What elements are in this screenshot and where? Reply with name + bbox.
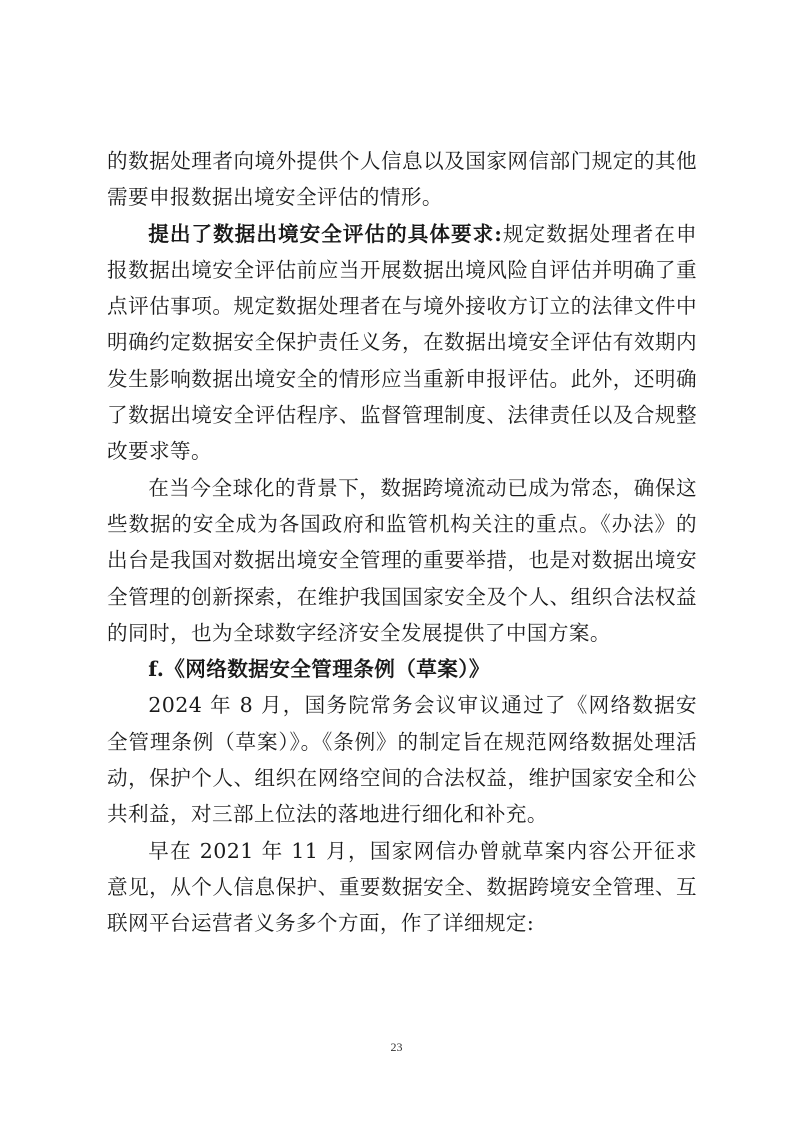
paragraph-lead: 提出了数据出境安全评估的具体要求: [148, 221, 503, 246]
paragraph-globalization [107, 470, 697, 651]
section-heading-text: f.《网络数据安全管理条例（草案）》 [148, 657, 490, 682]
paragraph-regulation [107, 687, 697, 832]
paragraph-text: 的数据处理者向境外提供个人信息以及国家网信部门规定的其他需要申报数据出境安全评估的情形。 [107, 149, 697, 210]
paragraph-text: 2024 年 8 月，国务院常务会议审议通过了《网络数据安全管理条例（草案）》。《条例》的制定旨在规范网络数据处理活动，保护个人、组织在网络空间的合法权益，维护国家安全和公共利益，对三部上位法的落地进行细化和补充。 [107, 693, 697, 827]
section-heading [107, 651, 697, 687]
paragraph-text: 在当今全球化的背景下，数据跨境流动已成为常态，确保这些数据的安全成为各国政府和监管机构关注的重点。《办法》的出台是我国对数据出境安全管理的重要举措，也是对数据出境安全管理的创新探索，在维护我国国家安全及个人、组织合法权益的同时，也为全球数字经济安全发展提供了中国方案。 [107, 475, 697, 645]
paragraph-continuation [107, 143, 697, 216]
paragraph-text: 规定数据处理者在申报数据出境安全评估前应当开展数据出境风险自评估并明确了重点评估事项。规定数据处理者在与境外接收方订立的法律文件中明确约定数据安全保护责任义务，在数据出境安全评估有效期内发生影响数据出境安全的情形应当重新申报评估。此外，还明确了数据出境安全评估程序、监督管理制度、法律责任以及合规整改要求等。 [107, 221, 697, 464]
paragraph-history [107, 833, 697, 942]
body-text [107, 143, 697, 942]
paragraph-text: 早在 2021 年 11 月，国家网信办曾就草案内容公开征求意见，从个人信息保护、重要数据安全、数据跨境安全管理、互联网平台运营者义务多个方面，作了详细规定: [107, 838, 697, 936]
paragraph-requirements [107, 216, 697, 470]
page-number: 23 [390, 1040, 403, 1054]
